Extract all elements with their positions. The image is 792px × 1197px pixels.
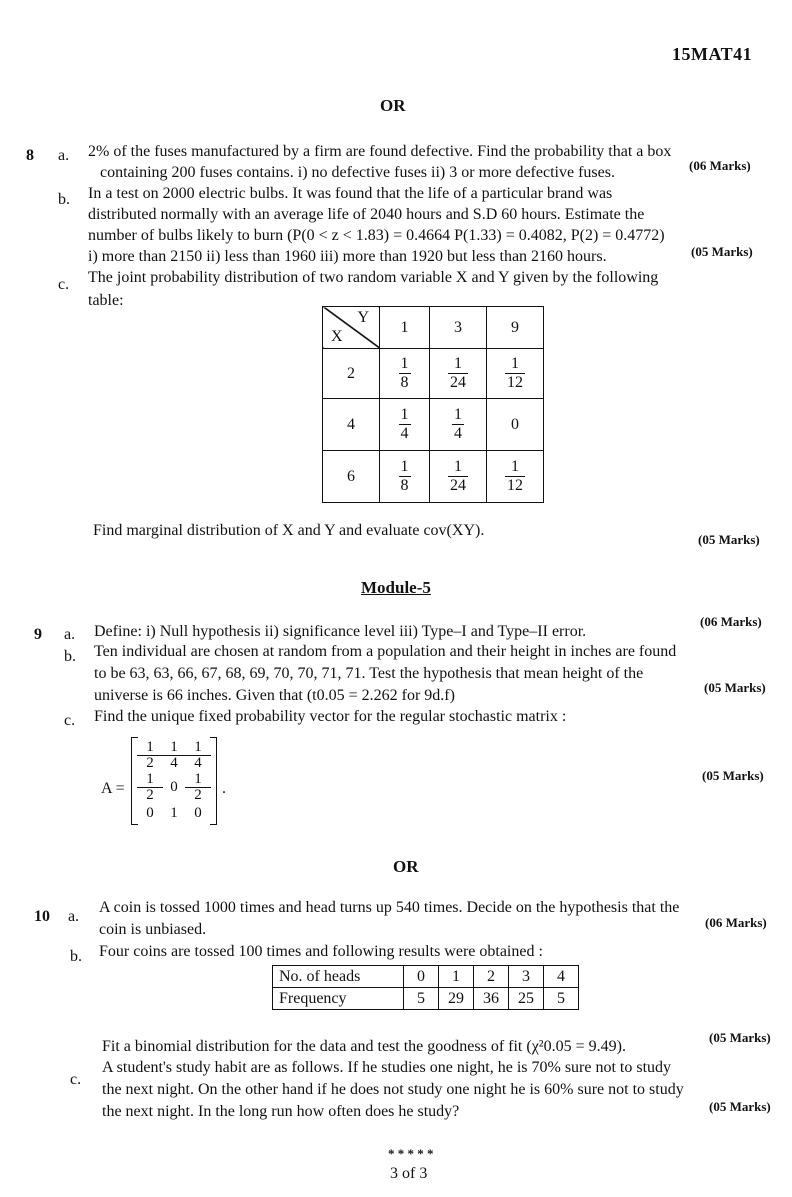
q9b-line1: Ten individual are chosen at random from a population and their height in inches are found <box>94 643 677 660</box>
course-code: 15MAT41 <box>672 44 753 64</box>
or-divider-top: OR <box>380 96 406 115</box>
q9b-marks: (05 Marks) <box>704 680 766 695</box>
matrix-cell: 0 <box>194 805 202 821</box>
q8c-marks: (05 Marks) <box>698 532 760 547</box>
q8b-line4: i) more than 2150 ii) less than 1960 iii) more than 1920 but less than 2160 hours. <box>88 248 607 265</box>
table-cell: $\frac{1}{12}$ <box>487 349 544 399</box>
q10c-line2: the next night. On the other hand if he does not study one night he is 60% sure not to study <box>102 1081 684 1098</box>
question-10-number: 10 <box>34 908 50 925</box>
table-cell: $\frac{1}{8}$ <box>380 349 430 399</box>
coin-toss-frequency-table <box>272 965 579 1010</box>
q10a-label: a. <box>68 908 80 925</box>
heads-value: 1 <box>439 966 474 988</box>
q10b-label: b. <box>70 948 82 965</box>
q8b-line3: number of bulbs likely to burn (P(0 < z < 1.83) = 0.4664 P(1.33) = 0.4082, P(2) = 0.4772) <box>88 227 665 244</box>
question-8-number: 8 <box>26 147 34 164</box>
row-label-heads: No. of heads <box>273 966 404 988</box>
q9a-marks: (06 Marks) <box>700 614 762 629</box>
matrix-right-bracket <box>210 737 217 825</box>
stochastic-matrix <box>131 737 217 825</box>
q10c-line3: the next night. In the long run how often does he study? <box>102 1103 460 1120</box>
frequency-value: 5 <box>544 988 579 1010</box>
q8a-marks: (06 Marks) <box>689 158 751 173</box>
matrix-cell: 1 <box>170 805 178 821</box>
matrix-cell: 1 4 <box>161 740 187 771</box>
q10c-line1: A student's study habit are as follows. If he studies one night, he is 70% sure not to study <box>102 1059 672 1076</box>
q9c-label: c. <box>64 712 76 729</box>
q8a-line1: 2% of the fuses manufactured by a firm are found defective. Find the probability that a box <box>88 143 672 160</box>
matrix-cell: 0 <box>146 805 154 821</box>
q9b-label: b. <box>64 648 76 665</box>
q10b-marks: (05 Marks) <box>709 1030 771 1045</box>
joint-distribution-table <box>322 306 544 503</box>
row-label-frequency: Frequency <box>273 988 404 1010</box>
q10c-label: c. <box>70 1071 82 1088</box>
q8b-line2: distributed normally with an average life of 2040 hours and S.D 60 hours. Estimate the <box>88 206 645 223</box>
question-9-number: 9 <box>34 626 42 643</box>
x-value-row1: 2 <box>323 349 380 399</box>
table-cell: $\frac{1}{24}$ <box>430 451 487 503</box>
table-cell: 0 <box>487 399 544 451</box>
table-cell: $\frac{1}{4}$ <box>380 399 430 451</box>
q10a-marks: (06 Marks) <box>705 915 767 930</box>
corner-y-label: Y <box>357 309 369 326</box>
matrix-cell: 1 2 <box>137 740 163 771</box>
x-value-row3: 6 <box>323 451 380 503</box>
matrix-cell: 1 4 <box>185 740 211 771</box>
y-header-3: 9 <box>487 307 544 349</box>
q9b-line2: to be 63, 63, 66, 67, 68, 69, 70, 70, 71, 71. Test the hypothesis that mean height of the <box>94 665 644 682</box>
corner-x-label: X <box>331 328 343 345</box>
q8a-line2: containing 200 fuses contains. i) no defective fuses ii) 3 or more defective fuses. <box>100 164 615 181</box>
matrix-cell: 1 2 <box>185 772 211 803</box>
end-stars: * * * * * <box>388 1146 434 1161</box>
q8c-line2: table: <box>88 292 124 309</box>
heads-value: 3 <box>509 966 544 988</box>
frequency-value: 5 <box>404 988 439 1010</box>
table-cell: $\frac{1}{24}$ <box>430 349 487 399</box>
q10a-line2: coin is unbiased. <box>99 921 207 938</box>
frequency-value: 36 <box>474 988 509 1010</box>
q8c-line3: Find marginal distribution of X and Y and evaluate cov(XY). <box>93 522 485 539</box>
matrix-trailing-period: . <box>222 780 226 797</box>
q8a-label: a. <box>58 147 70 164</box>
q8c-line1: The joint probability distribution of two random variable X and Y given by the following <box>88 269 659 286</box>
table-cell: $\frac{1}{4}$ <box>430 399 487 451</box>
y-header-1: 1 <box>380 307 430 349</box>
q10b-line2: Fit a binomial distribution for the data and test the goodness of fit (χ²0.05 = 9.49). <box>102 1038 626 1055</box>
q9b-line3: universe is 66 inches. Given that (t0.05 = 2.262 for 9d.f) <box>94 687 455 704</box>
q9a-line1: Define: i) Null hypothesis ii) significance level iii) Type–I and Type–II error. <box>94 623 587 640</box>
matrix-cell: 0 <box>170 779 178 795</box>
table-cell: $\frac{1}{8}$ <box>380 451 430 503</box>
matrix-cell: 1 2 <box>137 772 163 803</box>
heads-value: 0 <box>404 966 439 988</box>
q9a-label: a. <box>64 626 76 643</box>
q8b-marks: (05 Marks) <box>691 244 753 259</box>
frequency-value: 29 <box>439 988 474 1010</box>
frequency-value: 25 <box>509 988 544 1010</box>
module-5-heading: Module-5 <box>361 578 431 597</box>
or-divider-middle: OR <box>393 857 419 876</box>
table-cell: $\frac{1}{12}$ <box>487 451 544 503</box>
q9c-marks: (05 Marks) <box>702 768 764 783</box>
q10a-line1: A coin is tossed 1000 times and head turns up 540 times. Decide on the hypothesis that the <box>99 899 680 916</box>
q9c-line1: Find the unique fixed probability vector for the regular stochastic matrix : <box>94 708 567 725</box>
q8c-label: c. <box>58 276 70 293</box>
y-header-2: 3 <box>430 307 487 349</box>
heads-value: 4 <box>544 966 579 988</box>
x-value-row2: 4 <box>323 399 380 451</box>
table-corner-cell <box>323 307 380 349</box>
q8b-line1: In a test on 2000 electric bulbs. It was found that the life of a particular brand was <box>88 185 613 202</box>
q10b-line1: Four coins are tossed 100 times and following results were obtained : <box>99 943 543 960</box>
heads-value: 2 <box>474 966 509 988</box>
q8b-label: b. <box>58 191 70 208</box>
matrix-label: A = <box>101 780 125 797</box>
page-number: 3 of 3 <box>390 1165 428 1182</box>
q10c-marks: (05 Marks) <box>709 1099 771 1114</box>
